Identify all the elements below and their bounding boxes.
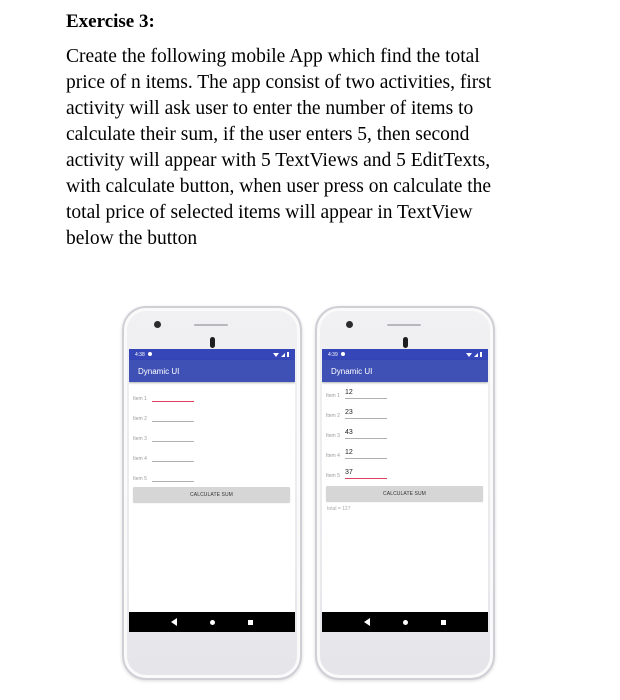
item-row [133,450,194,462]
description-line: calculate their sum, if the user enters 5, then second [66,124,470,145]
status-bar [129,349,295,360]
notification-icon [341,352,345,356]
description-line: price of n items. The app consist of two activities, first [66,72,492,93]
item-label: Item 3 [133,436,147,442]
calculate-sum-button[interactable]: CALCULATE SUM [133,487,290,502]
item-label: Item 5 [133,476,147,482]
item-input[interactable]: 12 [345,389,387,399]
item-input[interactable] [152,412,194,422]
wifi-icon [273,353,279,357]
item-label: Item 2 [326,413,340,419]
system-icons [273,352,289,357]
description-line: total price of selected items will appear in TextView [66,202,473,223]
calculate-sum-button[interactable]: CALCULATE SUM [326,486,483,501]
wifi-icon [466,353,472,357]
phone-screen [129,349,295,632]
exercise-title: Exercise 3: [66,11,155,32]
item-row [133,410,194,422]
total-result: total = 127 [327,506,351,512]
notification-icon [148,352,152,356]
item-input[interactable] [152,452,194,462]
battery-icon [287,352,289,357]
status-bar [322,349,488,360]
signal-icon [474,353,478,357]
phone-mockup-first-activity [122,306,302,680]
item-input[interactable]: 43 [345,429,387,439]
item-label: Item 1 [326,393,340,399]
exercise-description [66,44,566,252]
item-row [326,447,387,459]
app-bar [322,360,488,382]
system-icons [466,352,482,357]
description-line: with calculate button, when user press on calculate the [66,176,492,197]
item-label: Item 4 [133,456,147,462]
item-label: Item 3 [326,433,340,439]
item-row [133,470,194,482]
item-input[interactable] [152,392,194,402]
description-line: activity will appear with 5 TextViews and 5 EditTexts, [66,150,491,171]
recent-apps-icon[interactable] [248,620,253,625]
status-time: 4:38 [135,351,145,358]
description-line: below the button [66,228,198,249]
description-line: activity will ask user to enter the number of items to [66,98,474,119]
front-camera-icon [346,321,353,328]
item-input[interactable]: 12 [345,449,387,459]
battery-icon [480,352,482,357]
item-label: Item 5 [326,473,340,479]
item-input[interactable] [152,472,194,482]
item-input[interactable]: 23 [345,409,387,419]
status-time: 4:39 [328,351,338,358]
navigation-bar [322,612,488,632]
item-label: Item 4 [326,453,340,459]
item-row [326,467,387,479]
phone-mockup-second-activity [315,306,495,680]
back-icon[interactable] [364,618,370,626]
navigation-bar [129,612,295,632]
signal-icon [281,353,285,357]
item-row [326,387,387,399]
recent-apps-icon[interactable] [441,620,446,625]
item-row [133,390,194,402]
home-icon[interactable] [403,620,408,625]
item-input[interactable] [152,432,194,442]
item-row [326,407,387,419]
home-icon[interactable] [210,620,215,625]
item-row [133,430,194,442]
description-line: Create the following mobile App which find the total [66,46,480,67]
back-icon[interactable] [171,618,177,626]
phone-screen [322,349,488,632]
earpiece-speaker [387,324,421,326]
item-input[interactable]: 37 [345,469,387,479]
item-label: Item 1 [133,396,147,402]
item-label: Item 2 [133,416,147,422]
item-row [326,427,387,439]
notch [403,337,408,348]
app-bar [129,360,295,382]
app-title: Dynamic UI [331,366,373,376]
front-camera-icon [154,321,161,328]
app-title: Dynamic UI [138,366,180,376]
notch [210,337,215,348]
earpiece-speaker [194,324,228,326]
